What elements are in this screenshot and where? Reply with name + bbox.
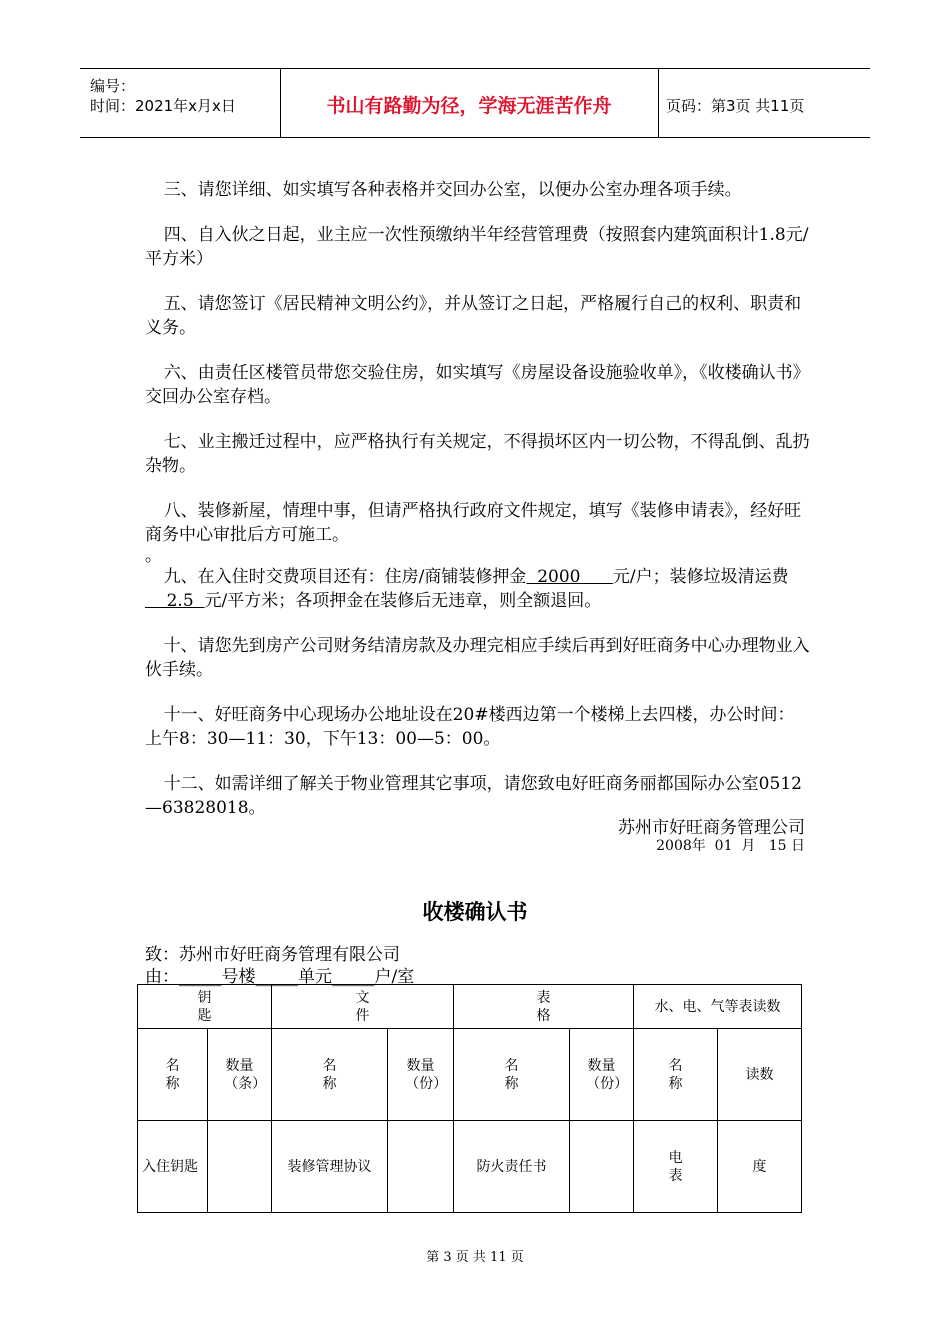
subheader-quantity: 数量（条） [208, 1029, 272, 1121]
subheader-name: 名称 [634, 1029, 718, 1121]
paragraph-4: 四、自入伙之日起，业主应一次性预缴纳半年经营管理费（按照套内建筑面积计1.8元/平方米） [145, 225, 809, 269]
header-divider [658, 69, 659, 137]
subheader-reading: 读数 [718, 1029, 802, 1121]
fee-text-1: 九、在入住时交费项目还有：住房/商铺装修押金 [163, 567, 527, 587]
subheader-name: 名称 [454, 1029, 570, 1121]
cell-document-name: 装修管理协议 [272, 1121, 388, 1213]
table-subheader-row [138, 1029, 802, 1121]
page-footer: 第 3 页 共 11 页 [426, 1250, 524, 1265]
document-time-label: 时间：2021年x月x日 [90, 97, 236, 115]
cell-form-quantity [570, 1121, 634, 1213]
from-line: 由：_____号楼_____单元_____户/室 [145, 967, 415, 987]
paragraph-9-fees [145, 565, 810, 613]
subheader-name: 名称 [138, 1029, 208, 1121]
signature-date: 2008年 01 月 15 日 [656, 838, 805, 854]
group-header-documents: 文件 [272, 985, 454, 1029]
cell-key-quantity [208, 1121, 272, 1213]
paragraph-10: 十、请您先到房产公司财务结清房款及办理完相应手续后再到好旺商务中心办理物业入伙手续。 [145, 636, 810, 680]
group-header-forms: 表格 [454, 985, 634, 1029]
paragraph-12: 十二、如需详细了解关于物业管理其它事项，请您致电好旺商务丽都国际办公室0512—63828018。 [145, 774, 802, 818]
paragraph-3: 三、请您详细、如实填写各种表格并交回办公室，以便办公室办理各项手续。 [163, 180, 742, 200]
cell-document-quantity [388, 1121, 454, 1213]
paragraph-7: 七、业主搬迁过程中，应严格执行有关规定，不得损坏区内一切公物，不得乱倒、乱扔杂物。 [145, 432, 810, 476]
paragraph-11: 十一、好旺商务中心现场办公地址设在20#楼西边第一个楼梯上去四楼，办公时间：上午8：30—11：30，下午13：00—5：00。 [145, 705, 795, 749]
subheader-name: 名称 [272, 1029, 388, 1121]
paragraph-8: 八、装修新屋，情理中事，但请严格执行政府文件规定，填写《装修申请表》，经好旺商务中心审批后方可施工。 [145, 501, 802, 545]
table-row [138, 1121, 802, 1213]
confirmation-title: 收楼确认书 [422, 900, 528, 924]
table-group-row [138, 985, 802, 1029]
subheader-quantity: 数量（份） [388, 1029, 454, 1121]
fee-text-3: 元/平方米；各项押金在装修后无违章，则全额退回。 [204, 591, 602, 611]
handover-table [137, 984, 802, 1213]
header-motto: 书山有路勤为径，学海无涯苦作舟 [326, 95, 612, 117]
page-header [80, 68, 870, 138]
header-page-info: 页码：第3页 共11页 [666, 97, 805, 115]
fee-text-2: 元/户；装修垃圾清运费 [612, 567, 789, 587]
document-number-label: 编号： [90, 77, 136, 95]
group-header-meter-readings: 水、电、气等表读数 [634, 985, 802, 1029]
signature-company: 苏州市好旺商务管理公司 [618, 818, 805, 838]
stray-punctuation: 。 [145, 546, 162, 566]
paragraph-5: 五、请您签订《居民精神文明公约》，并从签订之日起，严格履行自己的权利、职责和义务。 [145, 294, 802, 338]
deposit-amount: 2000 [526, 567, 613, 587]
paragraph-6: 六、由责任区楼管员带您交验住房，如实填写《房屋设备设施验收单》，《收楼确认书》交回办公室存档。 [145, 363, 810, 407]
cell-form-name: 防火责任书 [454, 1121, 570, 1213]
notice-body [145, 178, 810, 841]
cleaning-fee-amount: 2.5 [145, 591, 205, 611]
cell-meter-reading: 度 [718, 1121, 802, 1213]
group-header-keys: 钥匙 [138, 985, 272, 1029]
addressee-line: 致：苏州市好旺商务管理有限公司 [145, 945, 400, 965]
subheader-quantity: 数量（份） [570, 1029, 634, 1121]
cell-key-name: 入住钥匙 [138, 1121, 208, 1213]
cell-meter-name: 电表 [634, 1121, 718, 1213]
